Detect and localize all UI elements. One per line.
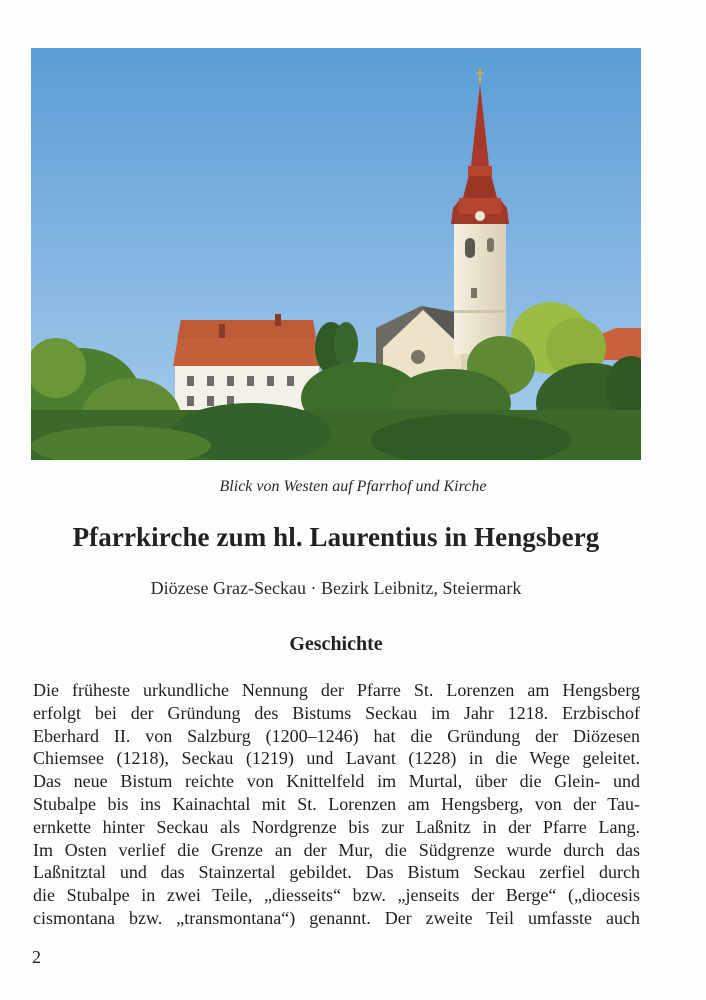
body-line: Stubalpe bis ins Kainachtal mit St. Lorenzen am Hengsberg, von der Tau- — [33, 793, 640, 814]
body-text — [33, 679, 640, 930]
body-line: ernkette hinter Seckau als Nordgrenze bis zur Laßnitz in der Pfarre Lang. — [33, 816, 640, 837]
body-line: Im Osten verlief die Grenze an der Mur, die Südgrenze wurde durch das — [33, 839, 640, 860]
body-line: erfolgt bei der Gründung des Bistums Seckau im Jahr 1218. Erzbischof — [33, 702, 640, 723]
photo-caption: Blick von Westen auf Pfarrhof und Kirche — [219, 478, 487, 495]
body-line: die Stubalpe in zwei Teile, „diesseits“ bzw. „jenseits der Berge“ („diocesis — [33, 885, 640, 906]
section-heading: Geschichte — [289, 633, 383, 655]
page-subtitle: Diözese Graz-Seckau · Bezirk Leibnitz, Steiermark — [150, 578, 522, 598]
body-line: Eberhard II. von Salzburg (1200–1246) hat die Gründung der Diözesen — [33, 725, 640, 746]
parish-house — [173, 314, 319, 414]
page-number: 2 — [32, 947, 41, 967]
body-line: Die früheste urkundliche Nennung der Pfarre St. Lorenzen am Hengsberg — [33, 680, 640, 700]
body-line: Chiemsee (1218), Seckau (1219) und Lavant (1228) in die Wege geleitet. — [33, 748, 640, 769]
page-title: Pfarrkirche zum hl. Laurentius in Hengsberg — [72, 522, 600, 552]
body-line: Das neue Bistum reichte von Knittelfeld im Murtal, über die Glein- und — [33, 771, 640, 792]
body-line: cismontana bzw. „transmontana“) genannt. Der zweite Teil umfasste auch — [33, 907, 640, 928]
church-photo-illustration — [31, 48, 641, 460]
church-photo — [31, 48, 641, 460]
body-line: Laßnitztal und das Stainzertal gebildet. Das Bistum Seckau zerfiel durch — [33, 862, 640, 883]
